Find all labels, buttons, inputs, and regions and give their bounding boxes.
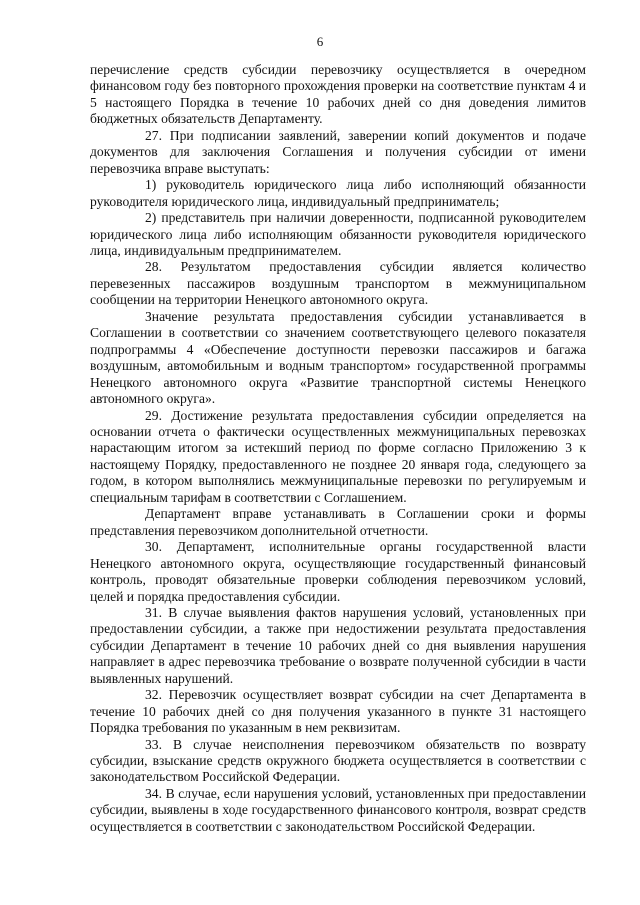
paragraph-28: 28. Результатом предоставления субсидии является количество перевезенных пассажиров воздушным транспортом в межмуниципальном сообщении на территории Ненецкого автономного округа. (90, 259, 586, 308)
paragraph-29: 29. Достижение результата предоставления субсидии определяется на основании отчета о фактически осуществленных межмуниципальных перевозках нарастающим итогом за истекший период по форме согласно Приложению 3 к настоящему Порядку, предоставленного не позднее 20 января года, следующего за годом, в котором выполнялись межмуниципальные перевозки по регулируемым и специальным тарифам в соответствии с Соглашением. (90, 407, 586, 505)
page-number: 6 (316, 34, 324, 49)
document-body (90, 62, 586, 835)
paragraph-28-value: Значение результата предоставления субсидии устанавливается в Соглашении в соответствии со значением соответствующего целевого показателя подпрограммы 4 «Обеспечение доступности перевозки пассажиров и багажа воздушным, автомобильным и водным транспортом» государственной программы Ненецкого автономного округа «Развитие транспортной системы Ненецкого автономного округа». (90, 308, 586, 407)
paragraph-29-reporting: Департамент вправе устанавливать в Соглашении сроки и формы представления перевозчиком дополнительной отчетности. (90, 506, 586, 538)
paragraph-30: 30. Департамент, исполнительные органы государственной власти Ненецкого автономного округа, осуществляющие государственный финансовый контроль, проводят обязательные проверки соблюдения перевозчиком условий, целей и порядка предоставления субсидии. (90, 539, 586, 604)
paragraph-33: 33. В случае неисполнения перевозчиком обязательств по возврату субсидии, взыскание средств окружного бюджета осуществляется в соответствии с законодательством Российской Федерации. (90, 736, 586, 785)
paragraph-27-item-2: 2) представитель при наличии доверенности, подписанной руководителем юридического лица либо исполняющим обязанности руководителя юридического лица, индивидуальным предпринимателем. (90, 210, 586, 258)
paragraph-32: 32. Перевозчик осуществляет возврат субсидии на счет Департамента в течение 10 рабочих дней со дня получения указанного в пункте 31 настоящего Порядка требования по указанным в нем реквизитам. (90, 687, 586, 736)
paragraph-27-item-1: 1) руководитель юридического лица либо исполняющий обязанности руководителя юридического лица, индивидуальный предприниматель; (90, 177, 586, 209)
paragraph-27: 27. При подписании заявлений, заверении копий документов и подаче документов для заключения Соглашения и получения субсидии от имени перевозчика вправе выступать: (90, 127, 586, 176)
paragraph-continuation: перечисление средств субсидии перевозчику осуществляется в очередном финансовом году без повторного прохождения проверки на соответствие пунктам 4 и 5 настоящего Порядка в течение 10 рабочих дней со дня доведения лимитов бюджетных обязательств Департаменту. (90, 62, 587, 127)
paragraph-34: 34. В случае, если нарушения условий, установленных при предоставлении субсидии, выявлены в ходе государственного финансового контроля, возврат средств осуществляется в соответствии с законодательством Российской Федерации. (90, 785, 586, 834)
paragraph-31: 31. В случае выявления фактов нарушения условий, установленных при предоставлении субсидии, а также при недостижении результата предоставления субсидии Департамент в течение 10 рабочих дней со дня выявления нарушения направляет в адрес перевозчика требование о возврате полученной субсидии в части выявленных нарушений. (90, 604, 586, 686)
